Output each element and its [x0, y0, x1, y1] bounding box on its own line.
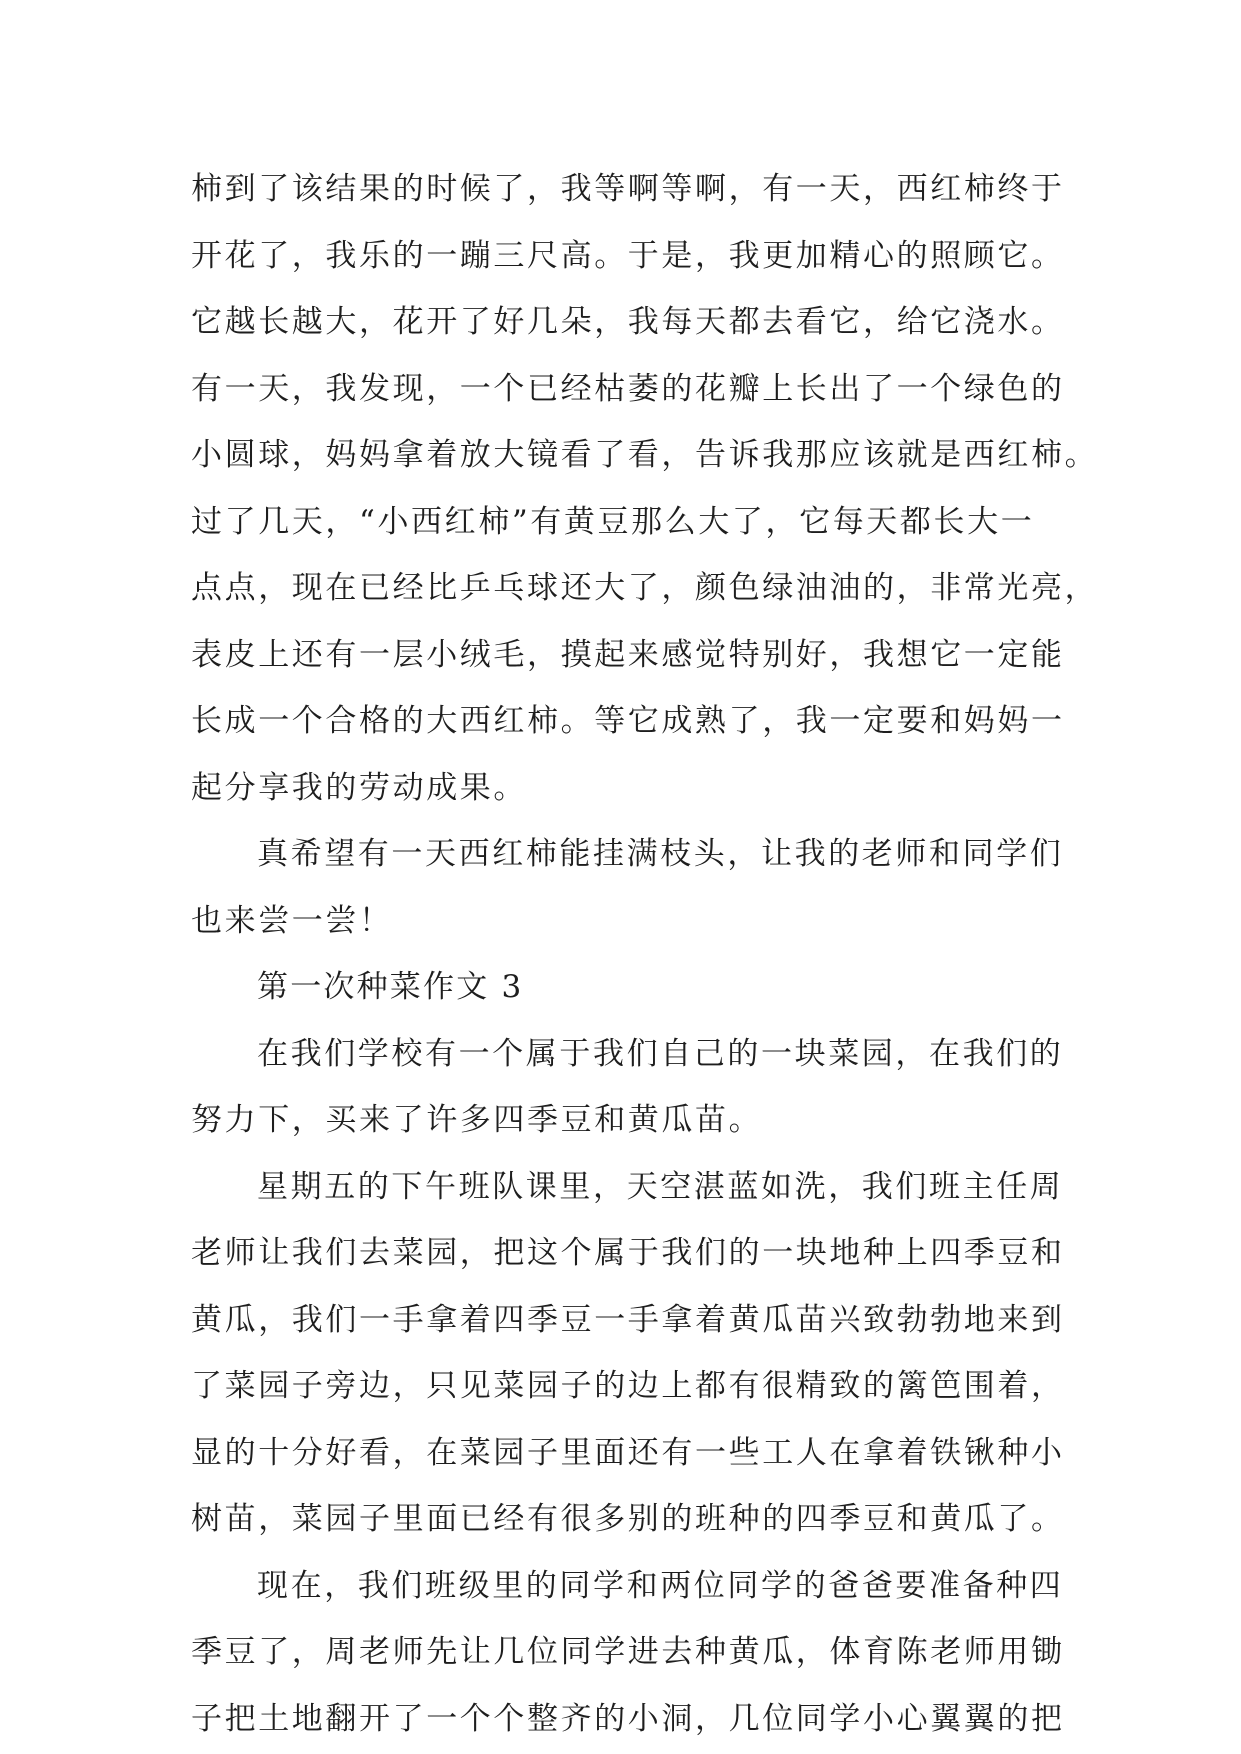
text-line: 树苗，菜园子里面已经有很多别的班种的四季豆和黄瓜了。 — [191, 1501, 1065, 1537]
text-line: 它越长越大，花开了好几朵，我每天都去看它，给它浇水。 — [191, 304, 1065, 340]
paragraph-start-line: 在我们学校有一个属于我们自己的一块菜园，在我们的 — [257, 1035, 1064, 1072]
text-line: 也来尝一尝！ — [191, 902, 393, 939]
text-line: 过了几天，“小西红柿”有黄豆那么大了，它每天都长大一 — [191, 503, 1035, 540]
text-line: 起分享我的劳动成果。 — [191, 769, 527, 806]
essay-body — [191, 156, 1099, 1752]
text-line: 子把土地翻开了一个个整齐的小洞，几位同学小心翼翼的把 — [191, 1700, 1065, 1737]
text-line: 有一天，我发现，一个已经枯萎的花瓣上长出了一个绿色的 — [191, 370, 1065, 407]
text-line: 显的十分好看，在菜园子里面还有一些工人在拿着铁锹种小 — [191, 1434, 1065, 1471]
paragraph-start-line: 星期五的下午班队课里，天空湛蓝如洗，我们班主任周 — [257, 1168, 1064, 1205]
text-line: 柿到了该结果的时候了，我等啊等啊，有一天，西红柿终于 — [191, 171, 1065, 207]
text-line: 老师让我们去菜园，把这个属于我们的一块地种上四季豆和 — [191, 1235, 1065, 1271]
text-line: 季豆了，周老师先让几位同学进去种黄瓜，体育陈老师用锄 — [191, 1634, 1065, 1670]
text-line: 了菜园子旁边，只见菜园子的边上都有很精致的篱笆围着， — [191, 1368, 1065, 1404]
text-line: 小圆球，妈妈拿着放大镜看了看，告诉我那应该就是西红柿。 — [191, 437, 1099, 473]
text-line: 表皮上还有一层小绒毛，摸起来感觉特别好，我想它一定能 — [191, 636, 1065, 673]
text-line: 努力下，买来了许多四季豆和黄瓜苗。 — [191, 1102, 763, 1138]
paragraph-start-line: 现在，我们班级里的同学和两位同学的爸爸要准备种四 — [257, 1567, 1064, 1604]
text-line: 开花了，我乐的一蹦三尺高。于是，我更加精心的照顾它。 — [191, 237, 1065, 274]
text-line: 长成一个合格的大西红柿。等它成熟了，我一定要和妈妈一 — [191, 703, 1065, 739]
text-line: 点点，现在已经比乒乓球还大了，颜色绿油油的，非常光亮， — [191, 570, 1099, 606]
paragraph-start-line: 真希望有一天西红柿能挂满枝头，让我的老师和同学们 — [257, 836, 1064, 872]
text-line: 黄瓜，我们一手拿着四季豆一手拿着黄瓜苗兴致勃勃地来到 — [191, 1301, 1065, 1338]
section-heading: 第一次种菜作文 3 — [257, 969, 524, 1005]
